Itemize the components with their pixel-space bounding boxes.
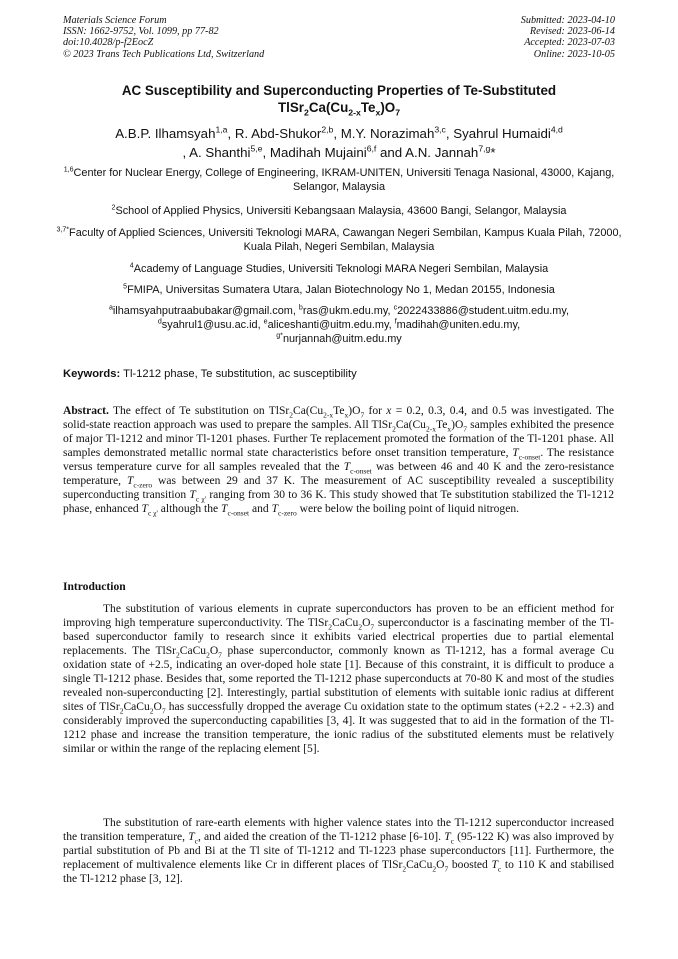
- intro-paragraph-2: The substitution of rare-earth elements with higher valence states into the Tl-1212 superconductor increased the transition temperature, $T_c$, and aided the creation of the Tl-1212 phase [6-10]. $T_c$ (95-122 K) was also improved by partial substitution of Pb and Bi at the Tl site of Tl-1212 and Tl-1223 phase superconductors [11]. Furthermore, the replacement of multivalence elements like Cr in different places of $TlSr_2CaCu_2O_7$ boosted $T_c$ to 110 K and stabilised the Tl-1212 phase [3, 12].: [63, 817, 615, 885]
- affiliation-1: $^{1,6}$Center for Nuclear Energy, College of Engineering, IKRAM-UNITEN, Universiti Tenaga Nasional, 43000, Kajang, Selangor, Malaysia: [63, 165, 615, 193]
- email-link[interactable]: madihah@uniten.edu.my,: [396, 319, 521, 331]
- intro-paragraph-1: The substitution of various elements in cuprate superconductors has proven to be an efficient method for improving high temperature superconductivity. The $TlSr_2CaCu_2O_7$ superconductor is a fascinating member of the Tl-based superconductor family to research since it exhibits varied electrical properties due to partial elemental replacements. The $TlSr_2CaCu_2O_7$ phase superconductor, commonly known as Tl-1212, has a formal average Cu oxidation state of +2.5, indicating an over-doped hole state [1]. Because of this constraint, it is difficult to produce a single Tl-1212 phase. Besides that, some reported the Tl-1212 phase superconducts at 70-80 K and most of the studies revealed non-superconducting [2]. Interestingly, partial substitution of elements with suitable ionic radius at different sites of $TlSr_2CaCu_2O_7$ has successfully dropped the average Cu oxidation state to the optimum states (+2.2 - +2.3) and considerably improved the superconducting capabilities [3, 4]. It was suggested that to aid in the formation of the Tl-1212 phase and increase the transition temperature, the ionic radius of the substituted elements must be relatively similar or within the range of the replacing element [5].: [63, 603, 614, 755]
- affiliation-3: $^{3,7*}$Faculty of Applied Sciences, Universiti Teknologi MARA, Cawangan Negeri Sembilan, Kampus Kuala Pilah, 72000, Kuala Pilah, Negeri Sembilan, Malaysia: [56, 225, 622, 253]
- affiliation-2: $^2$School of Applied Physics, Universiti Kebangsaan Malaysia, 43600 Bangi, Selangor, Malaysia: [111, 203, 567, 217]
- affiliation-5: $^5$FMIPA, Universitas Sumatera Utara, Jalan Biotechnology No 1, Medan 20155, Indonesia: [123, 282, 555, 296]
- title-line-1: AC Susceptibility and Superconducting Properties of Te-Substituted: [121, 83, 557, 98]
- abstract-label: Abstract.: [63, 405, 109, 417]
- online-date: Online: 2023-10-05: [533, 48, 615, 60]
- doi-line: doi:10.4028/p-f2EocZ: [63, 37, 154, 49]
- email-link[interactable]: 2022433886@student.uitm.edu.my,: [397, 305, 570, 317]
- email-link[interactable]: nurjannah@uitm.edu.my: [282, 333, 402, 345]
- email-link[interactable]: ras@ukm.edu.my,: [302, 305, 394, 317]
- email-link[interactable]: syahrul1@usu.ac.id,: [161, 319, 264, 331]
- title-line-2: $TlSr_2Ca(Cu_{2-x}Te_x)O_7$: [277, 100, 401, 118]
- revised-date: Revised: 2023-06-14: [529, 26, 615, 38]
- keywords-text: Tl-1212 phase, Te substitution, ac susceptibility: [120, 368, 357, 380]
- email-list: $^a$ilhamsyahputraabubakar@gmail.com, $^b$ras@ukm.edu.my, $^c$2022433886@student.uitm.edu.my, $^d$syahrul1@usu.ac.id, $^e$aliceshanti@uitm.edu.my, $^f$madihah@uniten.edu.my, $^{g*}$nurjannah@uitm.edu.my: [108, 303, 570, 345]
- submitted-date: Submitted: 2023-04-10: [520, 15, 615, 26]
- copyright-line: © 2023 Trans Tech Publications Ltd, Switzerland: [63, 48, 265, 60]
- accepted-date: Accepted: 2023-07-03: [524, 37, 615, 49]
- journal-name: Materials Science Forum: [63, 15, 167, 26]
- affiliation-4: $^4$Academy of Language Studies, Universiti Teknologi MARA Negeri Sembilan, Malaysia: [129, 261, 549, 275]
- dates-info: [521, 15, 615, 60]
- email-link[interactable]: ilhamsyahputraabubakar@gmail.com,: [112, 305, 299, 317]
- abstract: Abstract. The effect of Te substitution on $TlSr_2Ca(Cu_{2-x}Te_x)O_7$ for x = 0.2, 0.3, 0.4, and 0.5 was investigated. The solid-state reaction approach was used to prepare the samples. All $TlSr_2Ca(Cu_{2-x}Te_x)O_7$ samples exhibited the presence of major Tl-1212 and minor Tl-1201 phases. Further Te replacement promoted the formation of the Tl-1201 phase. All samples demonstrated metallic normal state characteristics before onset transition temperature, $T_{c-onset}$. The resistance versus temperature curve for all samples revealed that the $T_{c-onset}$ was between 46 and 40 K and the zero-resistance temperature, $T_{c-zero}$ was between 29 and 37 K. The measurement of AC susceptibility revealed a susceptibility superconducting transition $T_{c \chi'}$ ranging from 30 to 36 K. This study showed that Te substitution stabilized the Tl-1212 phase, enhanced $T_{c \chi'}$ although the $T_{c-onset}$ and $T_{c-zero}$ were below the boiling point of liquid nitrogen.: [63, 405, 614, 518]
- keywords-label: Keywords:: [63, 368, 121, 380]
- keywords: [63, 368, 357, 380]
- email-link[interactable]: aliceshanti@uitm.edu.my,: [267, 319, 395, 331]
- issn-line: ISSN: 1662-9752, Vol. 1099, pp 77-82: [63, 26, 219, 38]
- author-list: A.B.P. Ilhamsyah$^{1,a}$, R. Abd-Shukor$^{2,b}$, M.Y. Norazimah$^{3,c}$, Syahrul Humaidi$^{4,d}$ , A. Shanthi$^{5,e}$, Madihah Mujaini$^{6,f}$ and A.N. Jannah$^{7,g}$*: [115, 124, 563, 160]
- journal-info: [63, 15, 264, 60]
- paper-title: [40, 82, 638, 116]
- section-heading-introduction: Introduction: [63, 581, 126, 593]
